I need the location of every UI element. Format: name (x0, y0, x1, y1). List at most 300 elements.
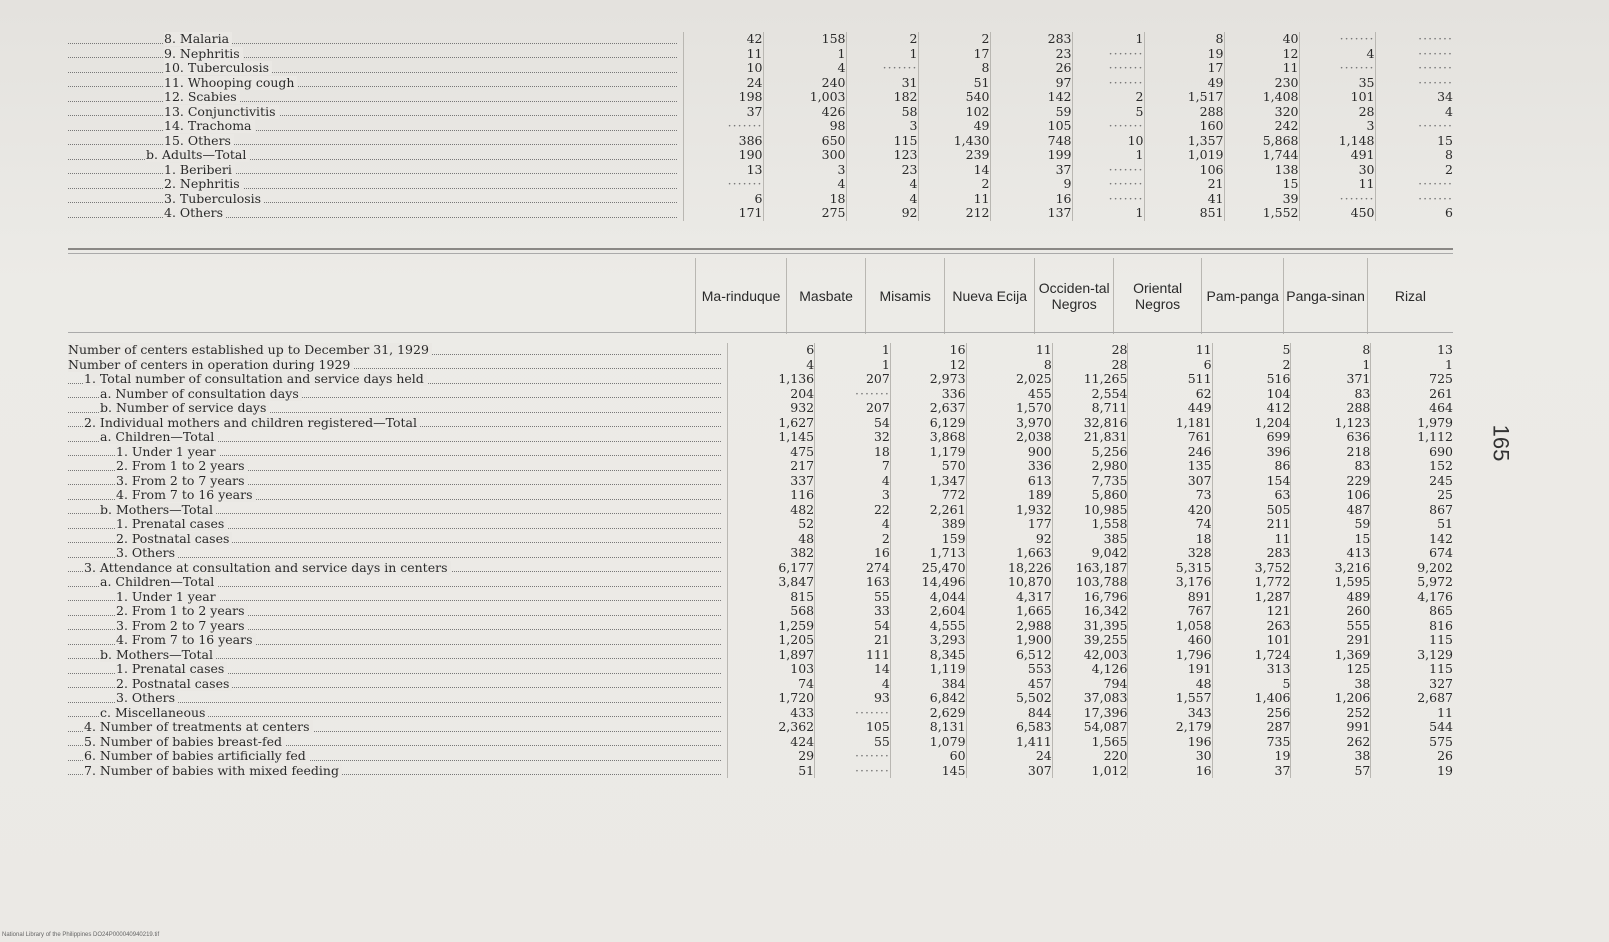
value-cell: 932 (727, 401, 814, 416)
value-cell: 1,557 (1128, 691, 1212, 706)
value-cell: 63 (1212, 488, 1291, 503)
value-cell: 516 (1212, 372, 1291, 387)
value-cell: 3,970 (966, 416, 1052, 431)
col-header-marinduque: Ma-rinduque (696, 258, 787, 334)
value-cell: 489 (1291, 590, 1371, 605)
value-cell: 40 (1224, 32, 1299, 47)
value-cell: 865 (1371, 604, 1453, 619)
table-row (68, 387, 1453, 402)
row-label: 2. From 1 to 2 years (68, 604, 727, 619)
value-cell: 1,287 (1212, 590, 1291, 605)
value-cell: 3,752 (1212, 561, 1291, 576)
row-label: 15. Others (68, 134, 683, 149)
value-cell: 59 (1291, 517, 1371, 532)
table-row (68, 720, 1453, 735)
value-cell: 13 (683, 163, 763, 178)
value-cell: 1,744 (1224, 148, 1299, 163)
value-cell: 16 (890, 343, 966, 358)
centers-statistics-table (68, 343, 1453, 778)
value-cell: 35 (1299, 76, 1375, 91)
value-cell: 98 (763, 119, 846, 134)
row-label: 13. Conjunctivitis (68, 105, 683, 120)
col-header-nueva-ecija: Nueva Ecija (945, 258, 1035, 334)
table-row (68, 749, 1453, 764)
value-cell: 246 (1128, 445, 1212, 460)
value-cell: ······· (1375, 177, 1453, 192)
value-cell: 4 (815, 517, 891, 532)
value-cell: 38 (1291, 677, 1371, 692)
row-label: 2. Nephritis (68, 177, 683, 192)
row-label: a. Number of consultation days (68, 387, 727, 402)
table-row (68, 343, 1453, 358)
value-cell: 1,665 (966, 604, 1052, 619)
value-cell: 1,517 (1144, 90, 1224, 105)
value-cell: 5,315 (1128, 561, 1212, 576)
value-cell: 23 (846, 163, 918, 178)
value-cell: 11 (1371, 706, 1453, 721)
value-cell: 6,129 (890, 416, 966, 431)
value-cell: 16 (815, 546, 891, 561)
value-cell: 9,042 (1052, 546, 1128, 561)
value-cell: 1,408 (1224, 90, 1299, 105)
table-row (68, 90, 1453, 105)
value-cell: 6,583 (966, 720, 1052, 735)
value-cell: 313 (1212, 662, 1291, 677)
value-cell: 55 (815, 735, 891, 750)
value-cell: 32,816 (1052, 416, 1128, 431)
table-row (68, 590, 1453, 605)
value-cell: 570 (890, 459, 966, 474)
value-cell: 4,176 (1371, 590, 1453, 605)
value-cell: 239 (918, 148, 990, 163)
value-cell: 385 (1052, 532, 1128, 547)
value-cell: 475 (727, 445, 814, 460)
row-label: 11. Whooping cough (68, 76, 683, 91)
value-cell: 142 (990, 90, 1072, 105)
value-cell: 19 (1371, 764, 1453, 779)
value-cell: 767 (1128, 604, 1212, 619)
value-cell: 21 (1144, 177, 1224, 192)
row-label: 12. Scabies (68, 90, 683, 105)
value-cell: 142 (1371, 532, 1453, 547)
value-cell: 2,554 (1052, 387, 1128, 402)
table-row (68, 119, 1453, 134)
row-label: 3. From 2 to 7 years (68, 474, 727, 489)
value-cell: 60 (890, 749, 966, 764)
value-cell: 83 (1291, 387, 1371, 402)
value-cell: 2 (1375, 163, 1453, 178)
value-cell: 11 (1128, 343, 1212, 358)
value-cell: 191 (1128, 662, 1212, 677)
table-row (68, 517, 1453, 532)
value-cell: 761 (1128, 430, 1212, 445)
value-cell: 1,595 (1291, 575, 1371, 590)
value-cell: 816 (1371, 619, 1453, 634)
value-cell: 5,868 (1224, 134, 1299, 149)
col-header-oriental-negros: Oriental Negros (1114, 258, 1202, 334)
value-cell: 1,411 (966, 735, 1052, 750)
value-cell: 424 (727, 735, 814, 750)
value-cell: 2,988 (966, 619, 1052, 634)
value-cell: 10 (683, 61, 763, 76)
row-label: Number of centers established up to December 31, 1929 (68, 343, 727, 358)
value-cell: 198 (683, 90, 763, 105)
value-cell: 455 (966, 387, 1052, 402)
value-cell: 207 (815, 401, 891, 416)
value-cell: 1 (1291, 358, 1371, 373)
value-cell: 125 (1291, 662, 1371, 677)
value-cell: 1 (1072, 148, 1144, 163)
value-cell: 1,713 (890, 546, 966, 561)
value-cell: 8 (1375, 148, 1453, 163)
value-cell: 8 (1144, 32, 1224, 47)
value-cell: 1,204 (1212, 416, 1291, 431)
value-cell: 102 (918, 105, 990, 120)
value-cell: 1,259 (727, 619, 814, 634)
row-label: 3. From 2 to 7 years (68, 619, 727, 634)
value-cell: 163,187 (1052, 561, 1128, 576)
value-cell: 3,293 (890, 633, 966, 648)
value-cell: 15 (1291, 532, 1371, 547)
value-cell: 190 (683, 148, 763, 163)
value-cell: 73 (1128, 488, 1212, 503)
value-cell: ······· (1072, 177, 1144, 192)
table-row (68, 416, 1453, 431)
value-cell: 1,079 (890, 735, 966, 750)
value-cell: 725 (1371, 372, 1453, 387)
value-cell: 42 (683, 32, 763, 47)
table-row (68, 206, 1453, 221)
value-cell: 5,860 (1052, 488, 1128, 503)
row-label: 9. Nephritis (68, 47, 683, 62)
row-label: b. Adults—Total (68, 148, 683, 163)
value-cell: 699 (1212, 430, 1291, 445)
value-cell: 9,202 (1371, 561, 1453, 576)
value-cell: 4 (846, 177, 918, 192)
value-cell: 5,502 (966, 691, 1052, 706)
table-row (68, 32, 1453, 47)
value-cell: 11 (1299, 177, 1375, 192)
value-cell: 328 (1128, 546, 1212, 561)
value-cell: 8 (966, 358, 1052, 373)
value-cell: 412 (1212, 401, 1291, 416)
row-label: 6. Number of babies artificially fed (68, 749, 727, 764)
value-cell: 1,012 (1052, 764, 1128, 779)
value-cell: 1,627 (727, 416, 814, 431)
value-cell: 18,226 (966, 561, 1052, 576)
value-cell: 3,129 (1371, 648, 1453, 663)
value-cell: ······· (1375, 119, 1453, 134)
value-cell: 420 (1128, 503, 1212, 518)
table-row (68, 604, 1453, 619)
value-cell: 900 (966, 445, 1052, 460)
row-label: 10. Tuberculosis (68, 61, 683, 76)
value-cell: 2 (918, 177, 990, 192)
value-cell: 283 (1212, 546, 1291, 561)
value-cell: 1,369 (1291, 648, 1371, 663)
table-row (68, 358, 1453, 373)
value-cell: 93 (815, 691, 891, 706)
table-row (68, 561, 1453, 576)
value-cell: 135 (1128, 459, 1212, 474)
value-cell: 106 (1144, 163, 1224, 178)
table-row (68, 192, 1453, 207)
row-label: 2. From 1 to 2 years (68, 459, 727, 474)
footer-credit: National Library of the Philippines DO24P000040940219.tif (2, 932, 160, 938)
value-cell: 1,119 (890, 662, 966, 677)
table-row (68, 706, 1453, 721)
value-cell: 450 (1299, 206, 1375, 221)
row-label: 3. Others (68, 546, 727, 561)
row-label: 2. Postnatal cases (68, 532, 727, 547)
value-cell: 31,395 (1052, 619, 1128, 634)
row-label: 4. Others (68, 206, 683, 221)
value-cell: 1,123 (1291, 416, 1371, 431)
row-label: 3. Others (68, 691, 727, 706)
row-label: 1. Under 1 year (68, 445, 727, 460)
value-cell: ······· (683, 177, 763, 192)
value-cell: 1 (763, 47, 846, 62)
row-label: 4. Number of treatments at centers (68, 720, 727, 735)
value-cell: ······· (815, 749, 891, 764)
value-cell: 1,720 (727, 691, 814, 706)
table-row (68, 503, 1453, 518)
value-cell: 115 (1371, 633, 1453, 648)
value-cell: 10,870 (966, 575, 1052, 590)
value-cell: ······· (1072, 47, 1144, 62)
value-cell: 4,555 (890, 619, 966, 634)
value-cell: 2,261 (890, 503, 966, 518)
value-cell: 8,711 (1052, 401, 1128, 416)
value-cell: 1,565 (1052, 735, 1128, 750)
value-cell: 7,735 (1052, 474, 1128, 489)
table-row (68, 430, 1453, 445)
value-cell: 12 (1224, 47, 1299, 62)
value-cell: 1 (815, 343, 891, 358)
value-cell: ······· (1299, 61, 1375, 76)
value-cell: 553 (966, 662, 1052, 677)
row-label: 3. Attendance at consultation and service days in centers (68, 561, 727, 576)
col-header-rizal: Rizal (1367, 258, 1453, 334)
value-cell: ······· (1072, 76, 1144, 91)
value-cell: ······· (1375, 192, 1453, 207)
value-cell: 105 (815, 720, 891, 735)
table-row (68, 61, 1453, 76)
value-cell: 8,345 (890, 648, 966, 663)
value-cell: 413 (1291, 546, 1371, 561)
value-cell: 30 (1299, 163, 1375, 178)
value-cell: 300 (763, 148, 846, 163)
value-cell: 106 (1291, 488, 1371, 503)
value-cell: 37,083 (1052, 691, 1128, 706)
value-cell: 1,406 (1212, 691, 1291, 706)
value-cell: 1,136 (727, 372, 814, 387)
value-cell: 555 (1291, 619, 1371, 634)
value-cell: 426 (763, 105, 846, 120)
value-cell: 30 (1128, 749, 1212, 764)
value-cell: 182 (846, 90, 918, 105)
value-cell: 14,496 (890, 575, 966, 590)
table-row (68, 546, 1453, 561)
value-cell: 288 (1144, 105, 1224, 120)
value-cell: 1,347 (890, 474, 966, 489)
value-cell: ······· (1072, 61, 1144, 76)
value-cell: 51 (1371, 517, 1453, 532)
value-cell: 4 (1299, 47, 1375, 62)
value-cell: 6,842 (890, 691, 966, 706)
value-cell: 1,724 (1212, 648, 1291, 663)
value-cell: 49 (918, 119, 990, 134)
value-cell: 613 (966, 474, 1052, 489)
value-cell: 1 (846, 47, 918, 62)
value-cell: ······· (1072, 192, 1144, 207)
value-cell: 212 (918, 206, 990, 221)
value-cell: 7 (815, 459, 891, 474)
value-cell: 2 (846, 32, 918, 47)
table-row (68, 177, 1453, 192)
value-cell: 229 (1291, 474, 1371, 489)
value-cell: 51 (918, 76, 990, 91)
row-label: 4. From 7 to 16 years (68, 633, 727, 648)
table-row (68, 735, 1453, 750)
value-cell: 4,126 (1052, 662, 1128, 677)
value-cell: ······· (1375, 47, 1453, 62)
value-cell: 83 (1291, 459, 1371, 474)
value-cell: 177 (966, 517, 1052, 532)
value-cell: 8 (918, 61, 990, 76)
value-cell: 19 (1212, 749, 1291, 764)
value-cell: 42,003 (1052, 648, 1128, 663)
value-cell: 25,470 (890, 561, 966, 576)
value-cell: ······· (1299, 32, 1375, 47)
value-cell: 52 (727, 517, 814, 532)
value-cell: 2,973 (890, 372, 966, 387)
value-cell: 41 (1144, 192, 1224, 207)
page-number: 165 (1488, 424, 1514, 462)
row-label: 1. Under 1 year (68, 590, 727, 605)
table-row (68, 401, 1453, 416)
value-cell: 327 (1371, 677, 1453, 692)
value-cell: 218 (1291, 445, 1371, 460)
value-cell: 240 (763, 76, 846, 91)
value-cell: 1,205 (727, 633, 814, 648)
row-label: b. Number of service days (68, 401, 727, 416)
value-cell: 26 (1371, 749, 1453, 764)
value-cell: 29 (727, 749, 814, 764)
value-cell: 748 (990, 134, 1072, 149)
value-cell: ······· (1375, 76, 1453, 91)
value-cell: 636 (1291, 430, 1371, 445)
value-cell: 15 (1375, 134, 1453, 149)
value-cell: 211 (1212, 517, 1291, 532)
row-label: 1. Prenatal cases (68, 662, 727, 677)
value-cell: 16,796 (1052, 590, 1128, 605)
value-cell: 159 (890, 532, 966, 547)
value-cell: 457 (966, 677, 1052, 692)
value-cell: 28 (1299, 105, 1375, 120)
value-cell: ······· (815, 387, 891, 402)
value-cell: 2 (1072, 90, 1144, 105)
value-cell: 11,265 (1052, 372, 1128, 387)
value-cell: 2,629 (890, 706, 966, 721)
value-cell: 337 (727, 474, 814, 489)
value-cell: 59 (990, 105, 1072, 120)
row-label: b. Mothers—Total (68, 503, 727, 518)
value-cell: 396 (1212, 445, 1291, 460)
value-cell: 382 (727, 546, 814, 561)
value-cell: 544 (1371, 720, 1453, 735)
value-cell: 3,868 (890, 430, 966, 445)
value-cell: ······· (1299, 192, 1375, 207)
value-cell: 449 (1128, 401, 1212, 416)
value-cell: ······· (1375, 32, 1453, 47)
value-cell: 1,932 (966, 503, 1052, 518)
value-cell: 220 (1052, 749, 1128, 764)
value-cell: 18 (763, 192, 846, 207)
value-cell: 3,216 (1291, 561, 1371, 576)
value-cell: 5 (1212, 343, 1291, 358)
value-cell: 158 (763, 32, 846, 47)
value-cell: 171 (683, 206, 763, 221)
value-cell: 28 (1052, 343, 1128, 358)
table-row (68, 619, 1453, 634)
value-cell: 6 (683, 192, 763, 207)
value-cell: 2,362 (727, 720, 814, 735)
value-cell: 196 (1128, 735, 1212, 750)
col-header-pampanga: Pam-panga (1202, 258, 1284, 334)
value-cell: 104 (1212, 387, 1291, 402)
value-cell: 5,972 (1371, 575, 1453, 590)
value-cell: 2,038 (966, 430, 1052, 445)
value-cell: 568 (727, 604, 814, 619)
row-label: 2. Postnatal cases (68, 677, 727, 692)
value-cell: 2,025 (966, 372, 1052, 387)
value-cell: 8,131 (890, 720, 966, 735)
col-header-masbate: Masbate (787, 258, 866, 334)
value-cell: 154 (1212, 474, 1291, 489)
value-cell: 24 (966, 749, 1052, 764)
value-cell: 28 (1052, 358, 1128, 373)
value-cell: 16,342 (1052, 604, 1128, 619)
value-cell: 505 (1212, 503, 1291, 518)
value-cell: 1,430 (918, 134, 990, 149)
value-cell: 735 (1212, 735, 1291, 750)
value-cell: 2 (815, 532, 891, 547)
row-label: Number of centers in operation during 1929 (68, 358, 727, 373)
value-cell: 1,019 (1144, 148, 1224, 163)
row-label: 1. Prenatal cases (68, 517, 727, 532)
value-cell: 1 (1072, 32, 1144, 47)
value-cell: 320 (1224, 105, 1299, 120)
table-row (68, 445, 1453, 460)
value-cell: 464 (1371, 401, 1453, 416)
value-cell: 25 (1371, 488, 1453, 503)
value-cell: 37 (683, 105, 763, 120)
value-cell: 1,145 (727, 430, 814, 445)
value-cell: 97 (990, 76, 1072, 91)
value-cell: 3,847 (727, 575, 814, 590)
value-cell: 103,788 (1052, 575, 1128, 590)
value-cell: 11 (1212, 532, 1291, 547)
value-cell: 1,058 (1128, 619, 1212, 634)
value-cell: 48 (727, 532, 814, 547)
table-row (68, 575, 1453, 590)
value-cell: 261 (1371, 387, 1453, 402)
value-cell: 23 (990, 47, 1072, 62)
value-cell: 3,176 (1128, 575, 1212, 590)
value-cell: 262 (1291, 735, 1371, 750)
value-cell: 4,044 (890, 590, 966, 605)
